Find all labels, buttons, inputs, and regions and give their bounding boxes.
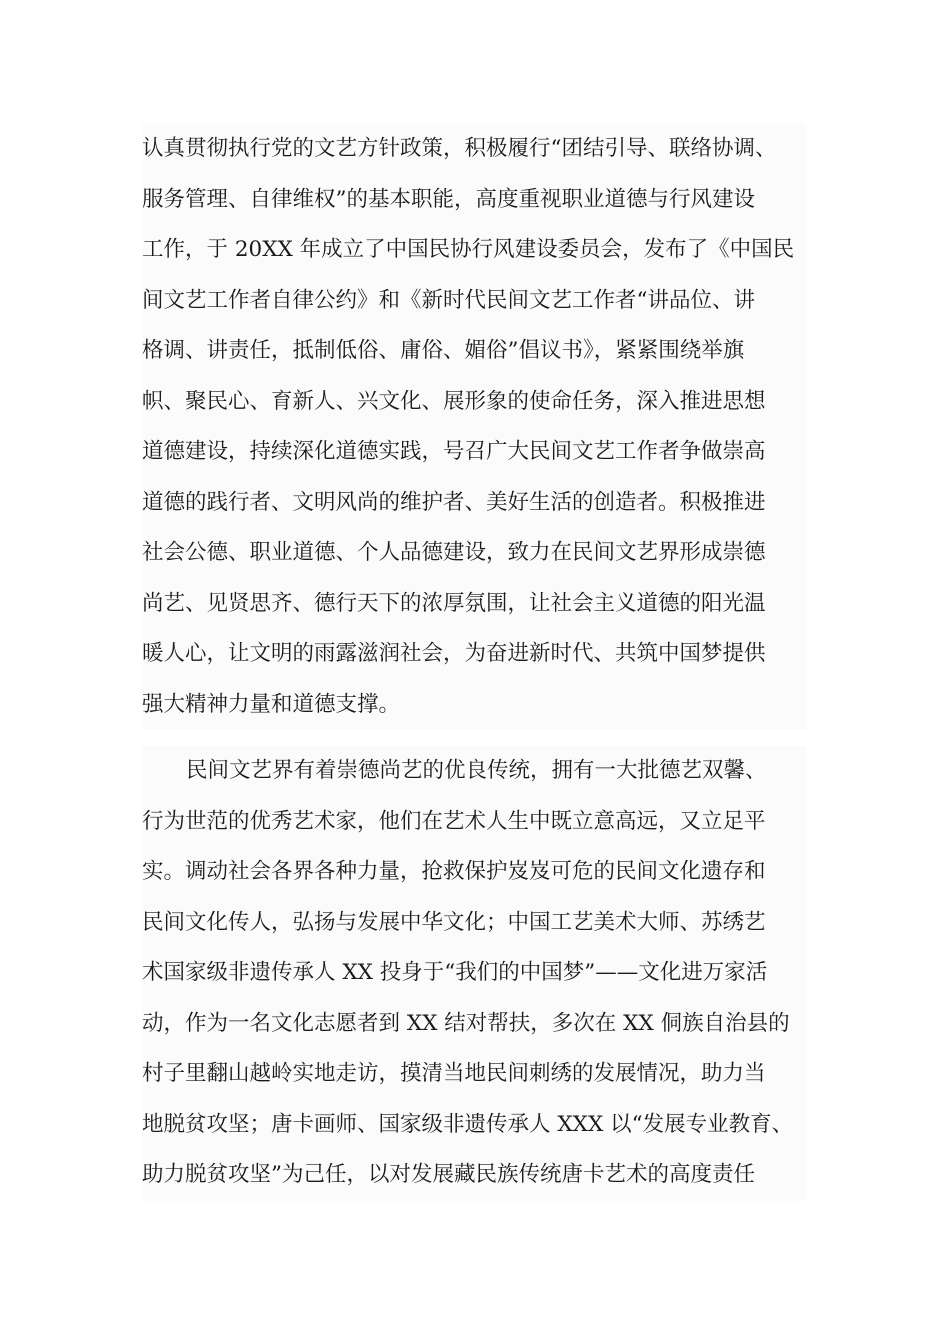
text-line: 道德建设，持续深化道德实践，号召广大民间文艺工作者争做崇高 xyxy=(142,439,766,464)
text-line: 道德的践行者、文明风尚的维护者、美好生活的创造者。积极推进 xyxy=(142,489,766,515)
text-line: 动，作为一名文化志愿者到 XX 结对帮扶，多次在 XX 侗族自治县的 xyxy=(142,1010,790,1036)
text-line: 地脱贫攻坚；唐卡画师、国家级非遗传承人 XXX 以“发展专业教育、 xyxy=(142,1111,794,1137)
text-line: 尚艺、见贤思齐、德行天下的浓厚氛围，让社会主义道德的阳光温 xyxy=(142,590,766,616)
text-line: 工作，于 20XX 年成立了中国民协行风建设委员会，发布了《中国民 xyxy=(142,237,795,262)
text-line: 强大精神力量和道德支撑。 xyxy=(142,691,401,717)
text-line: 帜、聚民心、育新人、兴文化、展形象的使命任务，深入推进思想 xyxy=(142,388,766,414)
text-line: 认真贯彻执行党的文艺方针政策，积极履行“团结引导、联络协调、 xyxy=(142,136,777,161)
text-line: 服务管理、自律维权”的基本职能，高度重视职业道德与行风建设 xyxy=(142,186,755,212)
text-line: 民间文化传人，弘扬与发展中华文化；中国工艺美术大师、苏绣艺 xyxy=(142,909,766,935)
text-line: 行为世范的优秀艺术家，他们在艺术人生中既立意高远，又立足平 xyxy=(142,808,766,834)
paragraph-2 xyxy=(142,746,806,1201)
text-line: 民间文艺界有着崇德尚艺的优良传统，拥有一大批德艺双馨、 xyxy=(186,758,767,783)
text-line: 间文艺工作者自律公约》和《新时代民间文艺工作者“讲品位、讲 xyxy=(142,287,755,313)
paragraph-1 xyxy=(142,124,806,730)
text-line: 暖人心，让文明的雨露滋润社会，为奋进新时代、共筑中国梦提供 xyxy=(142,641,766,666)
text-line: 助力脱贫攻坚”为己任，以对发展藏民族传统唐卡艺术的高度责任 xyxy=(142,1162,755,1187)
text-line: 村子里翻山越岭实地走访，摸清当地民间刺绣的发展情况，助力当 xyxy=(142,1061,766,1086)
text-line: 术国家级非遗传承人 XX 投身于“我们的中国梦”——文化进万家活 xyxy=(142,960,768,985)
text-line: 实。调动社会各界各种力量，抢救保护岌岌可危的民间文化遗存和 xyxy=(142,859,766,884)
text-line: 格调、讲责任，抵制低俗、庸俗、媚俗”倡议书》，紧紧围绕举旗 xyxy=(142,338,745,363)
text-line: 社会公德、职业道德、个人品德建设，致力在民间文艺界形成崇德 xyxy=(142,540,766,565)
